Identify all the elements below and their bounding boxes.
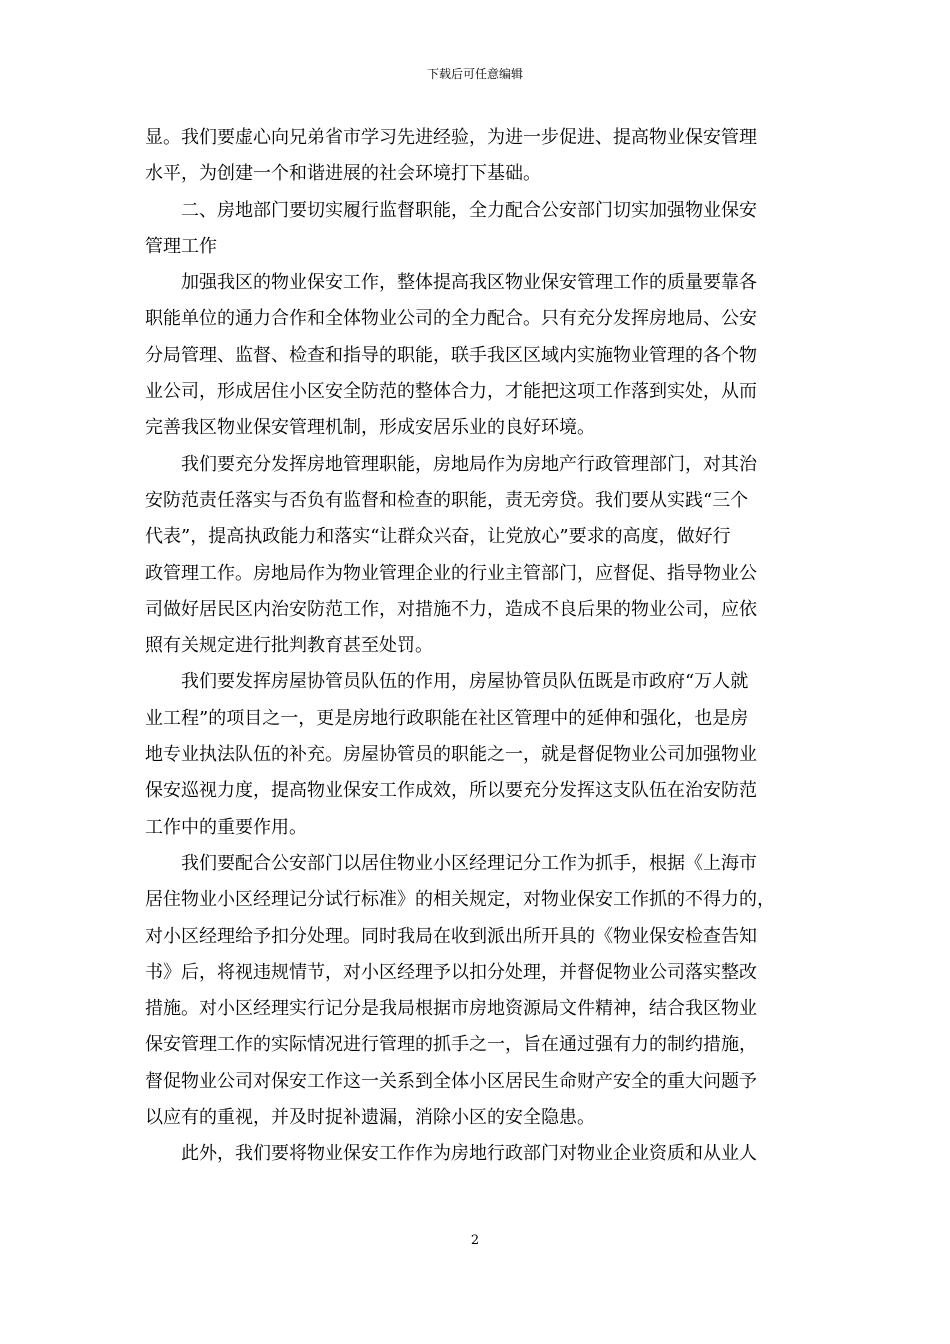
text-line: 二、房地部门要切实履行监督职能，全力配合公安部门切实加强物业保安 <box>145 199 757 221</box>
text-line: 保安管理工作的实际情况进行管理的抓手之一，旨在通过强有力的制约措施， <box>145 1034 757 1056</box>
text-line: 照有关规定进行批判教育甚至处罚。 <box>145 635 433 657</box>
text-line: 我们要发挥房屋协管员队伍的作用，房屋协管员队伍既是市政府“万人就 <box>145 671 749 693</box>
page-header: 下载后可任意编辑 <box>426 67 523 81</box>
text-line: 代表”，提高执政能力和落实“让群众兴奋，让党放心”要求的高度，做好行 <box>145 526 731 548</box>
text-line: 以应有的重视，并及时捉补遗漏，消除小区的安全隐患。 <box>145 1107 595 1129</box>
text-line: 管理工作 <box>145 235 217 257</box>
page-number: 2 <box>470 1233 480 1248</box>
text-line: 此外，我们要将物业保安工作作为房地行政部门对物业企业资质和从业人 <box>145 1143 757 1165</box>
text-line: 安防范责任落实与否负有监督和检查的职能，责无旁贷。我们要从实践“三个 <box>145 489 749 511</box>
text-line: 对小区经理给予扣分处理。同时我局在收到派出所开具的《物业保安检查告知 <box>145 925 757 947</box>
document-body <box>145 120 810 1173</box>
text-line: 完善我区物业保安管理机制，形成安居乐业的良好环境。 <box>145 417 595 439</box>
text-line: 显。我们要虚心向兄弟省市学习先进经验，为进一步促进、提高物业保安管理 <box>145 127 757 148</box>
text-line: 我们要充分发挥房地管理职能，房地局作为房地产行政管理部门，对其治 <box>145 453 757 475</box>
text-line: 水平，为创建一个和谐进展的社会环境打下基础。 <box>145 163 541 185</box>
text-line: 政管理工作。房地局作为物业管理企业的行业主管部门，应督促、指导物业公 <box>145 562 757 584</box>
text-line: 分局管理、监督、检查和指导的职能，联手我区区域内实施物业管理的各个物 <box>145 344 757 366</box>
text-line: 地专业执法队伍的补充。房屋协管员的职能之一，就是督促物业公司加强物业 <box>145 744 757 766</box>
text-line: 工作中的重要作用。 <box>145 816 307 838</box>
text-line: 业公司，形成居住小区安全防范的整体合力，才能把这项工作落到实处，从而 <box>145 381 757 403</box>
text-line: 职能单位的通力合作和全体物业公司的全力配合。只有充分发挥房地局、公安 <box>145 308 757 330</box>
text-line: 书》后，将视违规情节，对小区经理予以扣分处理，并督促物业公司落实整改 <box>145 961 757 983</box>
text-line: 居住物业小区经理记分试行标准》的相关规定，对物业保安工作抓的不得力的， <box>145 889 775 911</box>
text-line: 我们要配合公安部门以居住物业小区经理记分工作为抓手，根据《上海市 <box>145 852 757 874</box>
text-line: 措施。对小区经理实行记分是我局根据市房地资源局文件精神，结合我区物业 <box>145 998 757 1020</box>
text-line: 保安巡视力度，提高物业保安工作成效，所以要充分发挥这支队伍在治安防范 <box>145 780 757 802</box>
text-line: 司做好居民区内治安防范工作，对措施不力，造成不良后果的物业公司，应依 <box>145 598 757 620</box>
text-line: 加强我区的物业保安工作，整体提高我区物业保安管理工作的质量要靠各 <box>145 272 757 294</box>
text-line: 督促物业公司对保安工作这一关系到全体小区居民生命财产安全的重大问题予 <box>145 1070 757 1092</box>
text-line: 业工程”的项目之一，更是房地行政职能在社区管理中的延伸和强化，也是房 <box>145 707 749 729</box>
